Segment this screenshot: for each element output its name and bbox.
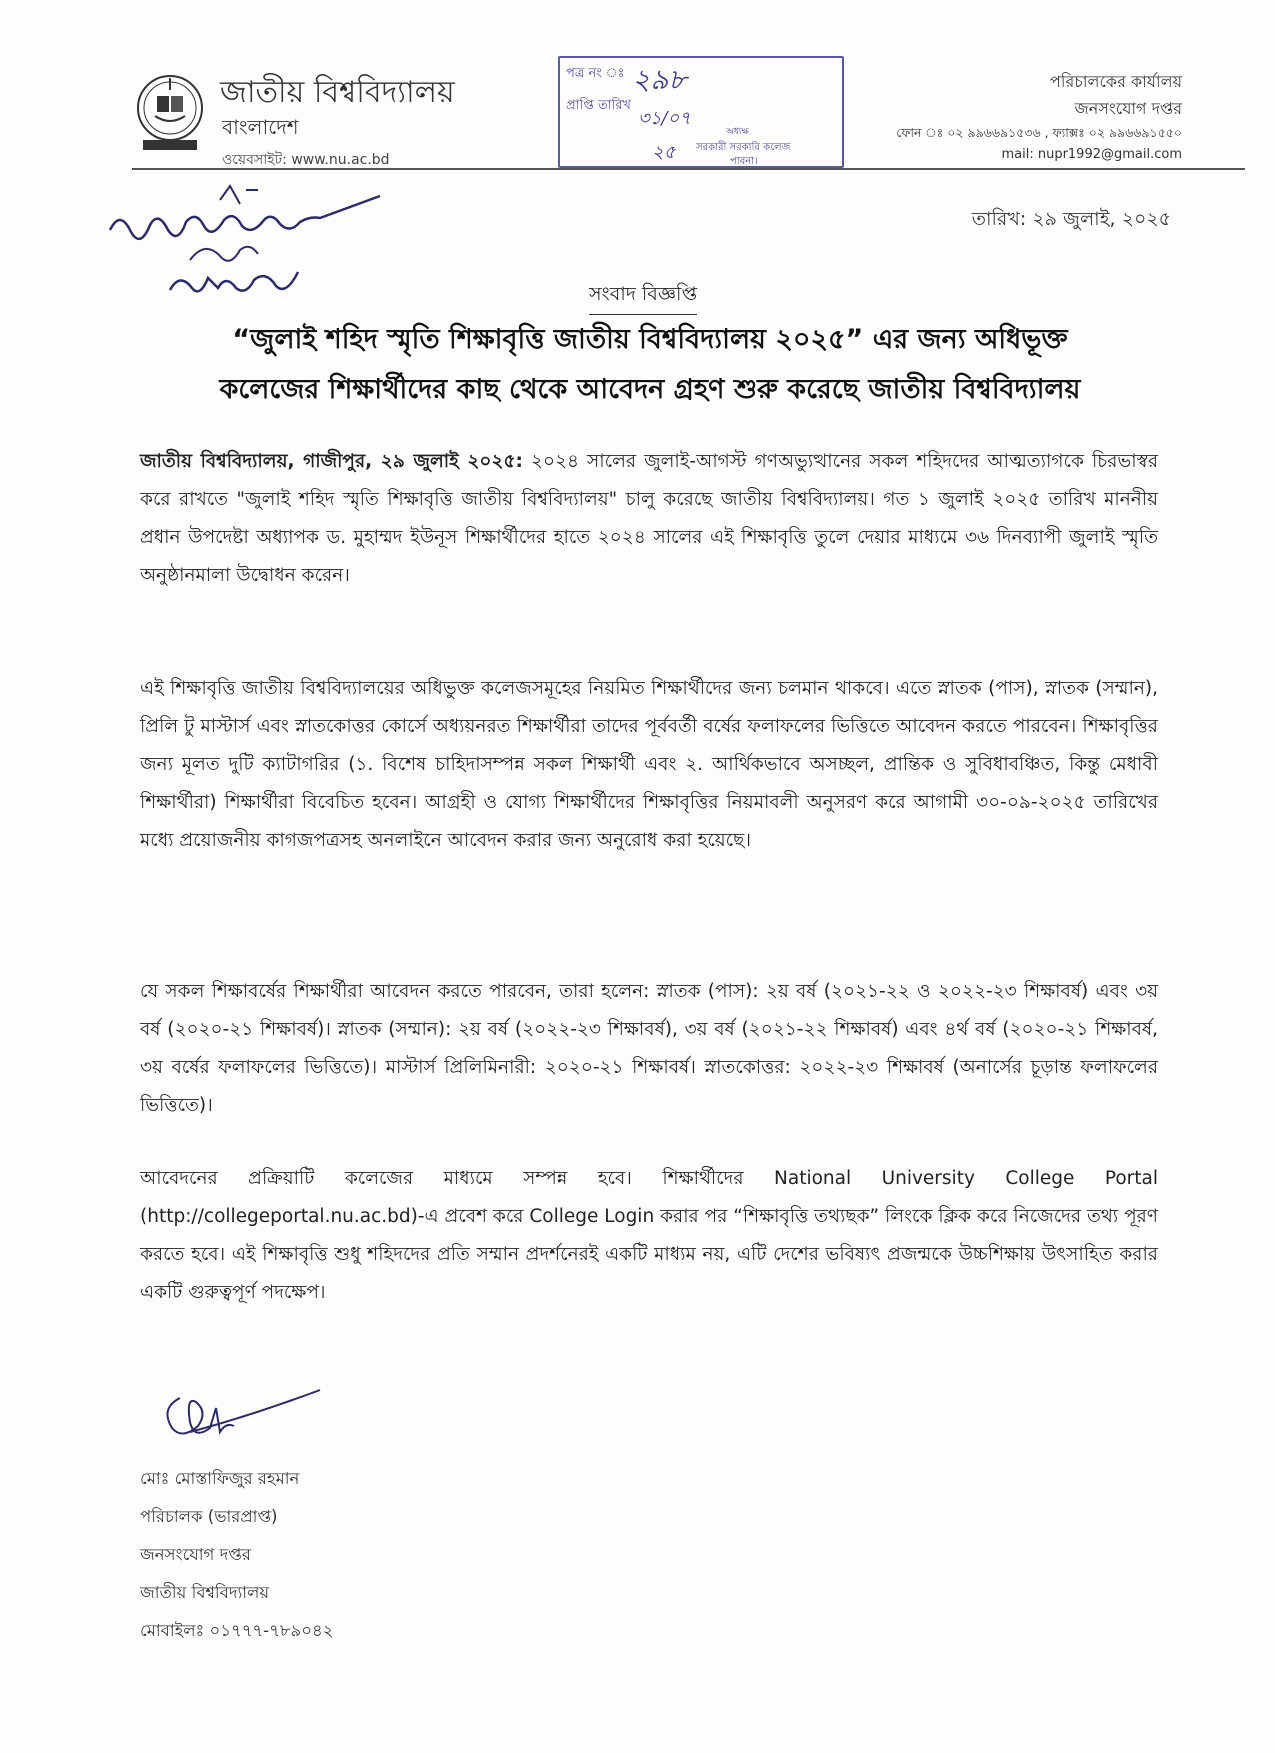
stamp-received-value: ৩১/০৭ [638, 108, 691, 129]
signer-dept: জনসংযোগ দপ্তর [140, 1545, 251, 1564]
signer-mobile: মোবাইলঃ ০১৭৭৭-৭৮৯০৪২ [140, 1621, 334, 1640]
press-release-label: সংবাদ বিজ্ঞপ্তি [589, 280, 697, 315]
document-date: তারিখ: ২৯ জুলাই, ২০২৫ [971, 208, 1171, 230]
university-country: বাংলাদেশ [222, 115, 299, 139]
signer-block [140, 1460, 333, 1650]
receipt-stamp [558, 56, 844, 168]
stamp-college: সরকারী সরকারি কলেজ [696, 142, 791, 153]
headline-line1: “জুলাই শহিদ স্মৃতি শিক্ষাবৃত্তি জাতীয় বিশ্ববিদ্যালয় ২০২৫” এর জন্য অধিভূক্ত [232, 324, 1068, 355]
office-line2: জনসংযোগ দপ্তর [1074, 99, 1182, 118]
stamp-ref-label: পত্র নং ঃ [566, 66, 625, 81]
paragraph-2: এই শিক্ষাবৃত্তি জাতীয় বিশ্ববিদ্যালয়ের অধিভুক্ত কলেজসমূহের নিয়মিত শিক্ষার্থীদের জন্য চলমান থাকবে। এতে স্নাতক (পাস), স্নাতক (সম্মান), প্রিলি টু মাস্টার্স এবং স্নাতকোত্তর কোর্সে অধ্যয়নরত শিক্ষার্থীরা তাদের পূর্ববর্তী বর্ষের ফলাফলের ভিত্তিতে আবেদন করতে পারবেন। শিক্ষাবৃত্তির জন্য মূলত দুটি ক্যাটাগরির (১. বিশেষ চাহিদাসম্পন্ন সকল শিক্ষার্থী এবং ২. আর্থিকভাবে অসচ্ছল, প্রান্তিক ও সুবিধাবঞ্চিত, কিন্তু মেধাবী শিক্ষার্থীরা) শিক্ষার্থীরা বিবেচিত হবেন। আগ্রহী ও যোগ্য শিক্ষার্থীদের শিক্ষাবৃত্তির নিয়মাবলী অনুসরণ করে আগামী ৩০-০৯-২০২৫ তারিখের মধ্যে প্রয়োজনীয় কাগজপত্রসহ অনলাইনে আবেদন করার জন্য অনুরোধ করা হয়েছে। [140, 678, 1158, 851]
stamp-place: পাবনা। [730, 156, 758, 167]
university-logo-icon [135, 68, 205, 156]
headline [140, 315, 1160, 415]
office-phone: ফোন ঃ ০২ ৯৯৬৬৯১৫৩৬ , ফ্যাক্সঃ ০২ ৯৯৬৬৯১৫৫০ [896, 125, 1182, 140]
paragraph-1 [140, 443, 1158, 595]
university-website: ওয়েবসাইট: www.nu.ac.bd [222, 152, 390, 168]
office-mail: mail: nupr1992@gmail.com [1001, 147, 1182, 162]
stamp-rank: অধ্যক্ষ [726, 127, 749, 137]
paragraph-4: আবেদনের প্রক্রিয়াটি কলেজের মাধ্যমে সম্পন্ন হবে। শিক্ষার্থীদের National University College Portal (http://collegeportal.nu.ac.bd)-এ প্রবেশ করে College Login করার পর “শিক্ষাবৃত্তি তথ্যছক” লিংকে ক্লিক করে নিজেদের তথ্য পূরণ করতে হবে। এই শিক্ষাবৃত্তি শুধু শহিদদের প্রতি সম্মান প্রদর্শনেরই একটি মাধ্যম নয়, এটি দেশের ভবিষ্যৎ প্রজন্মকে উচ্চশিক্ষায় উৎসাহিত করার একটি গুরুত্বপূর্ণ পদক্ষেপ। [140, 1168, 1158, 1303]
stamp-year-value: ২৫ [652, 142, 676, 163]
stamp-received-label: প্রাপ্তি তারিখ [566, 98, 631, 113]
handwritten-annotation-icon [100, 180, 540, 310]
office-block [896, 68, 1182, 166]
paragraph-1-text: ২০২৪ সালের জুলাই-আগস্ট গণঅভ্যুত্থানের সকল শহিদদের আত্মত্যাগকে চিরভাস্বর করে রাখতে "জুলাই শহিদ স্মৃতি শিক্ষাবৃত্তি জাতীয় বিশ্ববিদ্যালয়" চালু করেছে জাতীয় বিশ্ববিদ্যালয়। গত ১ জুলাই ২০২৫ তারিখ মাননীয় প্রধান উপদেষ্টা অধ্যাপক ড. মুহাম্মদ ইউনূস শিক্ষার্থীদের হাতে ২০২৪ সালের এই শিক্ষাবৃত্তি তুলে দেয়ার মাধ্যমে ৩৬ দিনব্যাপী জুলাই স্মৃতি অনুষ্ঠানমালা উদ্বোধন করেন। [140, 451, 1159, 586]
signer-org: জাতীয় বিশ্ববিদ্যালয় [140, 1583, 270, 1602]
headline-line2: কলেজের শিক্ষার্থীদের কাছ থেকে আবেদন গ্রহণ শুরু করেছে জাতীয় বিশ্ববিদ্যালয় [219, 374, 1081, 405]
signature-icon [150, 1368, 330, 1448]
paragraph-1-lead: জাতীয় বিশ্ববিদ্যালয়, গাজীপুর, ২৯ জুলাই ২০২৫: [140, 451, 523, 472]
signer-name: মোঃ মোস্তাফিজুর রহমান [140, 1469, 300, 1488]
stamp-ref-value: ২৯৮ [632, 63, 687, 96]
paragraph-3: যে সকল শিক্ষাবর্ষের শিক্ষার্থীরা আবেদন করতে পারবেন, তারা হলেন: স্নাতক (পাস): ২য় বর্ষ (২০২১-২২ ও ২০২২-২৩ শিক্ষাবর্ষ) এবং ৩য় বর্ষ (২০২০-২১ শিক্ষাবর্ষ)। স্নাতক (সম্মান): ২য় বর্ষ (২০২২-২৩ শিক্ষাবর্ষ), ৩য় বর্ষ (২০২১-২২ শিক্ষাবর্ষ) এবং ৪র্থ বর্ষ (২০২০-২১ শিক্ষাবর্ষ, ৩য় বর্ষের ফলাফলের ভিত্তিতে)। মাস্টার্স প্রিলিমিনারী: ২০২০-২১ শিক্ষাবর্ষ। স্নাতকোত্তর: ২০২২-২৩ শিক্ষাবর্ষ (অনার্সের চূড়ান্ত ফলাফলের ভিত্তিতে)। [140, 981, 1158, 1116]
university-name: জাতীয় বিশ্ববিদ্যালয় [220, 75, 455, 110]
office-line1: পরিচালকের কার্যালয় [1050, 72, 1182, 91]
signer-title: পরিচালক (ভারপ্রাপ্ত) [140, 1507, 278, 1526]
header-divider [132, 168, 1245, 170]
